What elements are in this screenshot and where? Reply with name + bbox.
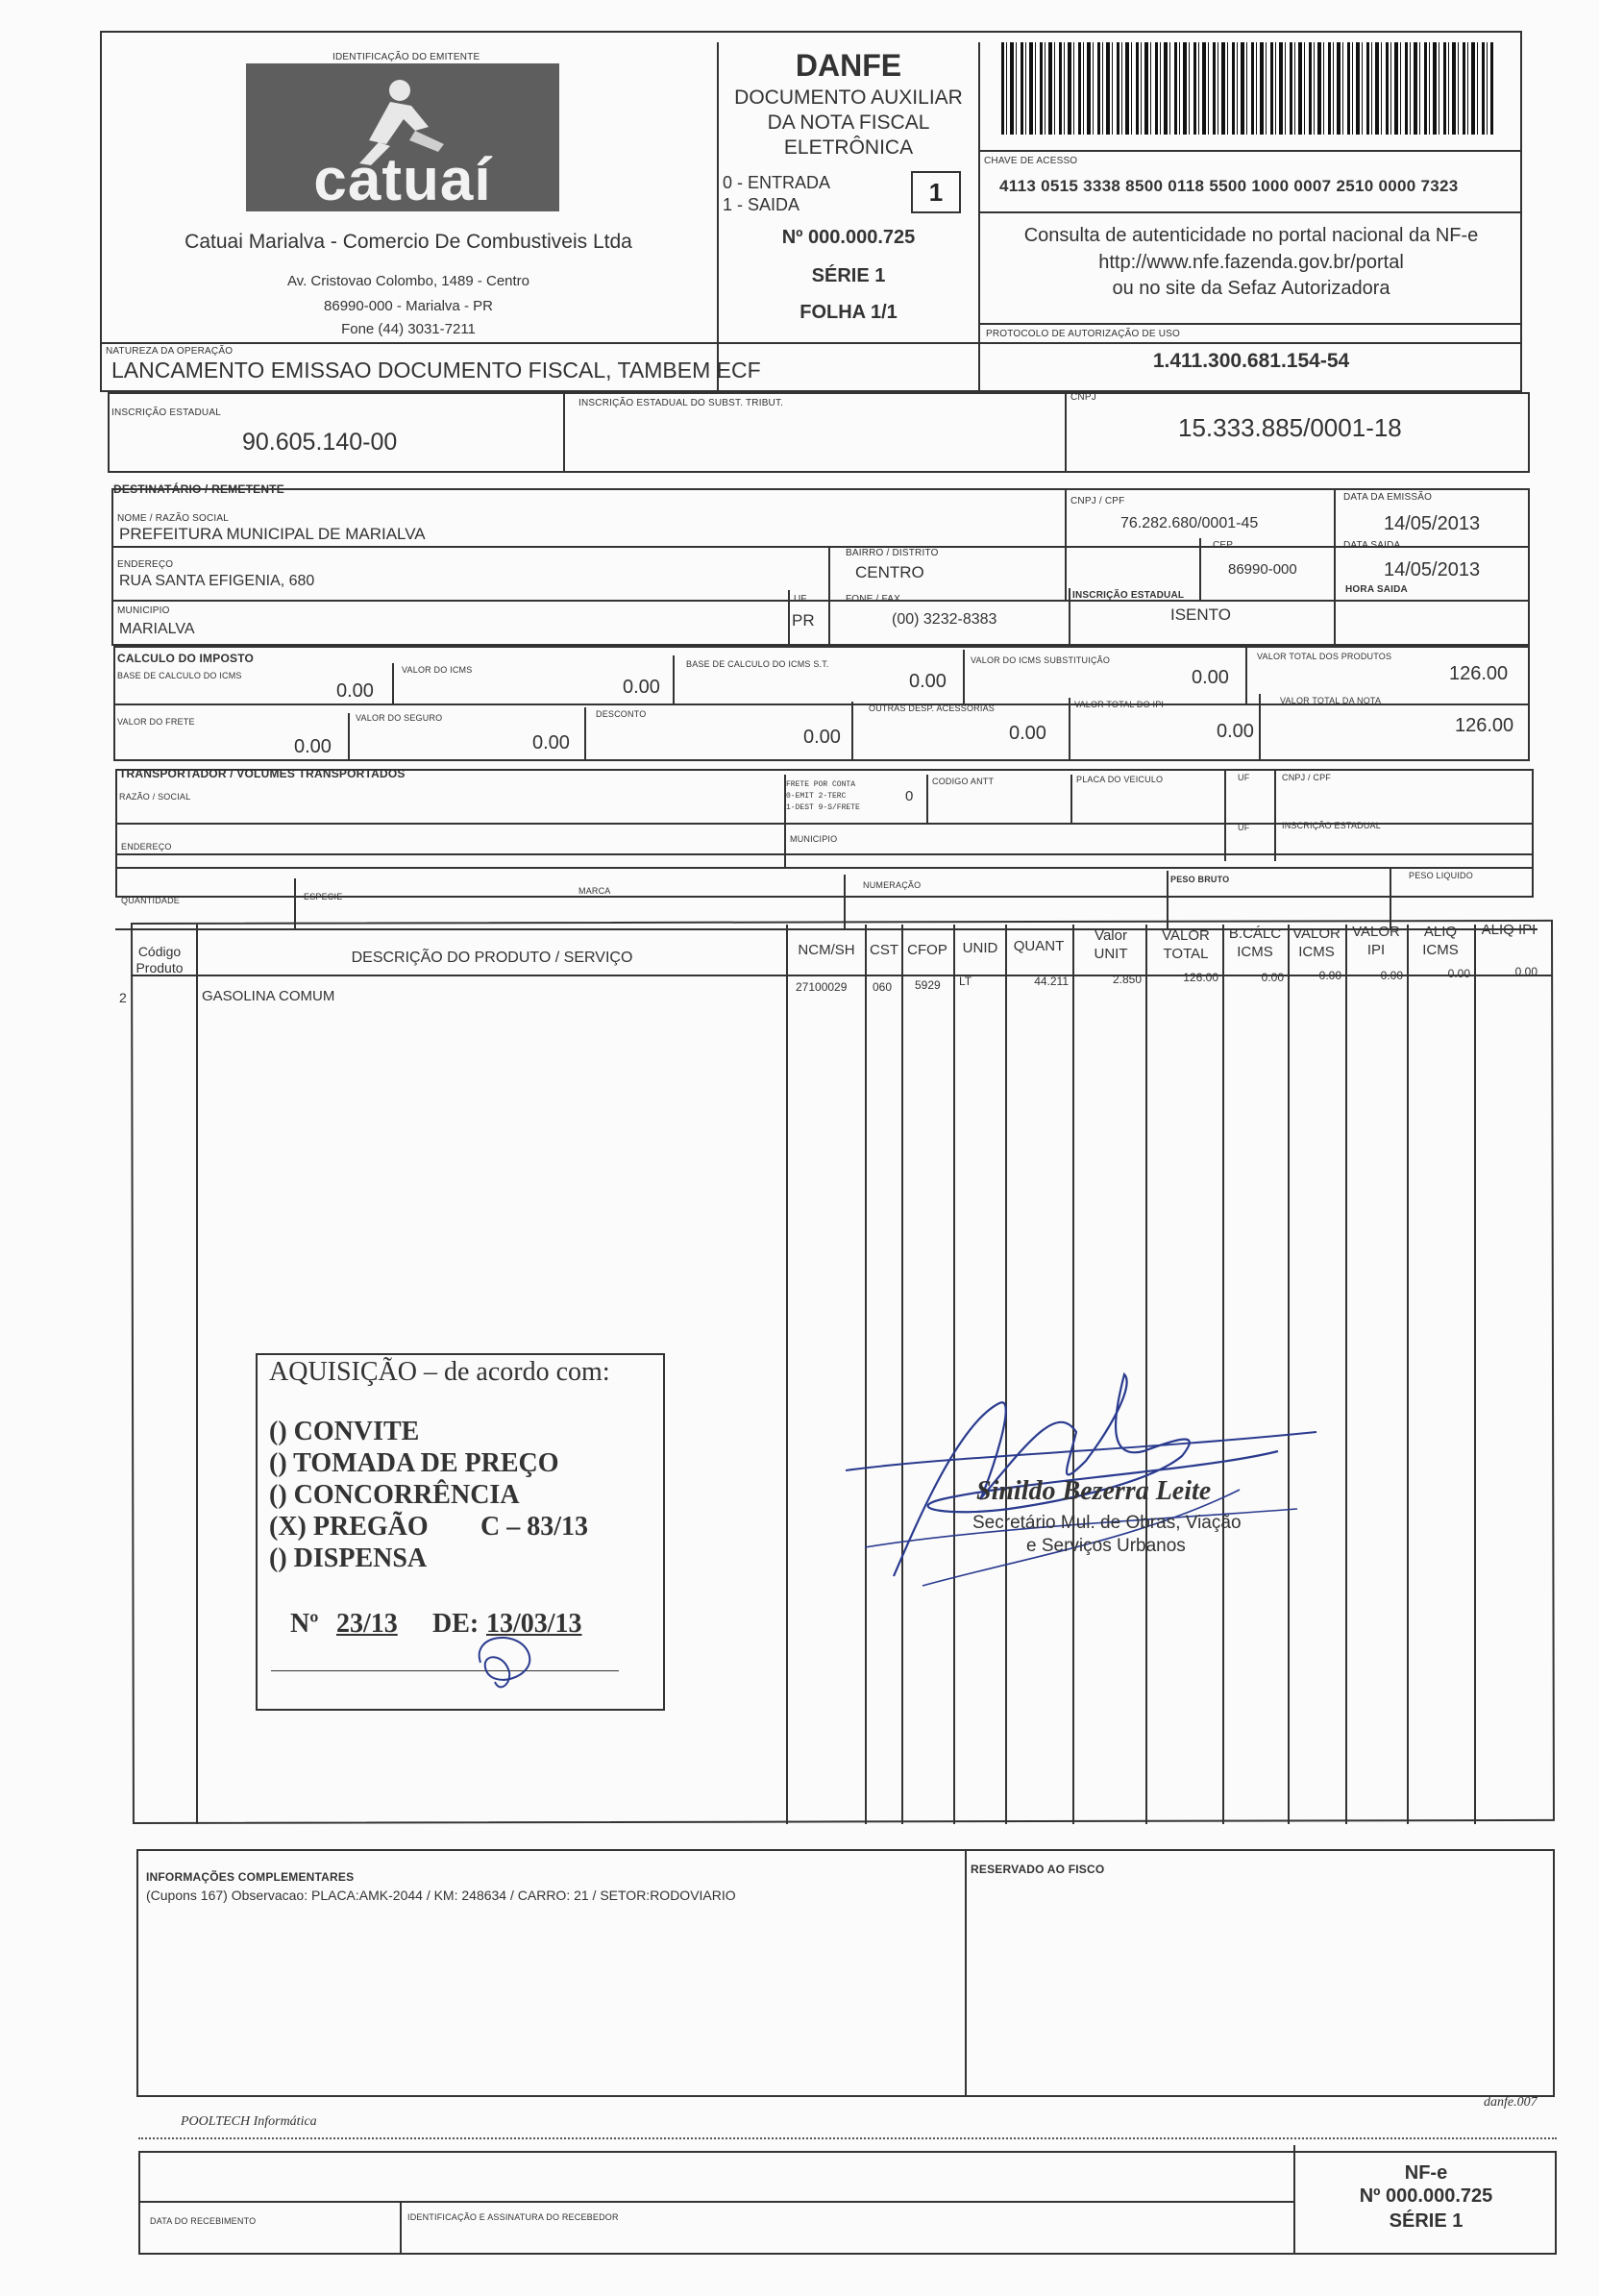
ipi-value: 0.00 <box>1217 721 1254 742</box>
stamp-numero-label: Nº <box>290 1609 319 1639</box>
row-cst: 060 <box>873 980 893 994</box>
trans-ie-label: INSCRIÇÃO ESTADUAL <box>1282 821 1381 830</box>
danfe-title: DANFE <box>795 48 902 83</box>
base-st-label: BASE DE CALCULO DO ICMS S.T. <box>686 659 829 669</box>
software-credit: POOLTECH Informática <box>181 2114 317 2129</box>
imposto-section: CALCULO DO IMPOSTO <box>117 652 255 665</box>
hora-label: HORA SAIDA <box>1345 584 1408 595</box>
dest-cnpj-value: 76.282.680/0001-45 <box>1120 515 1259 531</box>
ipi-label: VALOR TOTAL DO IPI <box>1074 700 1165 709</box>
fone-label: FONE / FAX <box>846 594 901 605</box>
placa-label: PLACA DO VEICULO <box>1076 775 1164 784</box>
header-codigo: Código Produto <box>135 944 184 975</box>
seguro-value: 0.00 <box>532 732 570 753</box>
frete-value: 0.00 <box>294 736 332 757</box>
icms-subst-label: VALOR DO ICMS SUBSTITUIÇÃO <box>971 655 1111 665</box>
emitente-label: IDENTIFICAÇÃO DO EMITENTE <box>332 52 480 62</box>
total-produtos-label: VALOR TOTAL DOS PRODUTOS <box>1257 652 1392 661</box>
razao-label: RAZÃO / SOCIAL <box>119 792 191 802</box>
frete-label: VALOR DO FRETE <box>117 717 195 727</box>
natureza-value: LANCAMENTO EMISSAO DOCUMENTO FISCAL, TAMBEM ECF <box>111 358 761 383</box>
desconto-label: DESCONTO <box>596 709 647 719</box>
dest-ie-value: ISENTO <box>1170 605 1231 624</box>
bairro-label: BAIRRO / DISTRITO <box>846 548 939 558</box>
logo-text: catuaí <box>313 147 492 213</box>
uf-value: PR <box>792 611 815 630</box>
transportador-section: TRANSPORTADOR / VOLUMES TRANSPORTADOS <box>119 767 406 780</box>
cep-label: CEP <box>1213 540 1234 551</box>
total-produtos-value: 126.00 <box>1449 663 1509 684</box>
row-descricao: GASOLINA COMUM <box>202 988 335 1004</box>
desconto-value: 0.00 <box>803 727 841 748</box>
consulta-line-2: http://www.nfe.fazenda.gov.br/portal <box>1098 252 1404 273</box>
row-quant: 44.211 <box>1034 975 1069 988</box>
especie-label: ESPECIE <box>304 892 343 901</box>
seguro-label: VALOR DO SEGURO <box>356 713 443 723</box>
header-valor-total: VALOR TOTAL <box>1162 927 1210 962</box>
row-codigo: 2 <box>119 990 127 1005</box>
identificacao-label: IDENTIFICAÇÃO E ASSINATURA DO RECEBEDOR <box>407 2212 619 2222</box>
danfe-tipo: 1 <box>911 171 961 213</box>
header-descricao: DESCRIÇÃO DO PRODUTO / SERVIÇO <box>351 950 633 966</box>
frete-option-2: 1-DEST 9-S/FRETE <box>786 803 860 812</box>
emissao-label: DATA DA EMISSÃO <box>1343 492 1433 503</box>
nome-value: PREFEITURA MUNICIPAL DE MARIALVA <box>119 525 426 543</box>
header-valor-ipi: VALOR IPI <box>1352 924 1400 958</box>
trans-uf2-label: UF <box>1238 823 1250 832</box>
danfe-folha: FOLHA 1/1 <box>800 302 898 323</box>
header-quant: QUANT <box>1013 938 1065 954</box>
danfe-subtitle-3: ELETRÔNICA <box>783 136 914 159</box>
total-nota-label: VALOR TOTAL DA NOTA <box>1280 696 1382 705</box>
natureza-label: NATUREZA DA OPERAÇÃO <box>106 346 234 357</box>
protocolo-label: PROTOCOLO DE AUTORIZAÇÃO DE USO <box>986 329 1180 339</box>
row-bc-icms: 0.00 <box>1261 971 1284 984</box>
row-valor-ipi: 0.00 <box>1380 969 1403 982</box>
base-icms-value: 0.00 <box>336 680 374 702</box>
municipio-value: MARIALVA <box>119 621 195 637</box>
stamp-numero: 23/13 <box>336 1609 398 1639</box>
quantidade-label: QUANTIDADE <box>121 896 181 905</box>
valor-icms-label: VALOR DO ICMS <box>402 665 473 675</box>
peso-bruto-label: PESO BRUTO <box>1170 875 1230 884</box>
endereco-label: ENDEREÇO <box>117 559 174 570</box>
row-aliq-icms: 0.00 <box>1447 967 1470 980</box>
stamp-title: AQUISIÇÃO – de acordo com: <box>269 1357 610 1387</box>
consulta-line-3: ou no site da Sefaz Autorizadora <box>1112 278 1390 299</box>
dest-cnpj-label: CNPJ / CPF <box>1070 496 1125 506</box>
danfe-serie: SÉRIE 1 <box>811 265 886 286</box>
canhoto-nfe: NF-e <box>1404 2162 1448 2184</box>
bairro-value: CENTRO <box>855 563 924 581</box>
destinatario-frame <box>111 488 1530 646</box>
row-unid: LT <box>959 975 972 988</box>
danfe-subtitle-2: DA NOTA FISCAL <box>767 111 930 134</box>
catuai-logo <box>246 63 559 211</box>
uf-label: UF <box>794 594 807 605</box>
row-ncm: 27100029 <box>796 980 848 994</box>
destinatario-section: DESTINATÁRIO / REMETENTE <box>113 482 284 496</box>
ie-label: INSCRIÇÃO ESTADUAL <box>111 407 221 418</box>
frete-conta-value: 0 <box>905 788 914 804</box>
canhoto-serie: SÉRIE 1 <box>1389 2210 1464 2232</box>
total-nota-value: 126.00 <box>1455 715 1514 736</box>
trans-municipio-label: MUNICIPIO <box>790 834 838 844</box>
header-aliq-icms: ALIQ ICMS <box>1422 924 1459 958</box>
saida-value: 14/05/2013 <box>1384 559 1481 580</box>
municipio-label: MUNICIPIO <box>117 605 170 616</box>
stamp-concorrencia: () CONCORRÊNCIA <box>269 1480 520 1510</box>
row-valor-unit: 2.850 <box>1112 973 1142 986</box>
stamp-convite: () CONVITE <box>269 1417 420 1446</box>
base-icms-label: BASE DE CALCULO DO ICMS <box>117 671 242 680</box>
endereco-value: RUA SANTA EFIGENIA, 680 <box>119 573 315 589</box>
cnpj-value: 15.333.885/0001-18 <box>1178 413 1402 442</box>
outras-value: 0.00 <box>1009 723 1046 744</box>
row-cfop: 5929 <box>915 978 941 992</box>
header-valor-icms: VALOR ICMS <box>1292 926 1341 960</box>
cep-value: 86990-000 <box>1228 561 1297 578</box>
emitente-address: Av. Cristovao Colombo, 1489 - Centro <box>286 273 530 289</box>
trans-endereco-label: ENDEREÇO <box>121 842 172 852</box>
saida-label: DATA SAIDA <box>1343 540 1401 551</box>
danfe-numero: Nº 000.000.725 <box>781 227 916 248</box>
chave-value: 4113 0515 3338 8500 0118 5500 1000 0007 2510 0000 7323 <box>999 177 1459 195</box>
stamp-pregao-num: C – 83/13 <box>480 1512 588 1542</box>
cnpj-label: CNPJ <box>1070 392 1096 403</box>
stamp-dispensa: () DISPENSA <box>269 1543 428 1573</box>
row-valor-total: 126.00 <box>1183 971 1218 984</box>
header-bc-icms: B.CÁLC ICMS <box>1228 926 1282 960</box>
signature-role-2: e Serviços Urbanos <box>1026 1536 1186 1556</box>
header-cfop: CFOP <box>907 942 947 958</box>
stamp-tomada: () TOMADA DE PREÇO <box>269 1448 559 1478</box>
emitente-phone: Fone (44) 3031-7211 <box>341 321 476 337</box>
initials-scribble <box>461 1624 548 1701</box>
marca-label: MARCA <box>578 886 611 896</box>
canhoto-numero: Nº 000.000.725 <box>1359 2185 1493 2207</box>
fone-value: (00) 3232-8383 <box>892 611 997 628</box>
fisco-label: RESERVADO AO FISCO <box>971 1863 1105 1876</box>
header-ncm: NCM/SH <box>798 942 855 958</box>
emitente-city: 86990-000 - Marialva - PR <box>324 298 493 314</box>
complementares-label: INFORMAÇÕES COMPLEMENTARES <box>146 1870 355 1884</box>
header-unid: UNID <box>962 940 998 956</box>
emitente-name: Catuai Marialva - Comercio De Combustiveis Ltda <box>184 231 632 253</box>
protocolo-value: 1.411.300.681.154-54 <box>1152 350 1350 372</box>
ie-value: 90.605.140-00 <box>242 429 398 456</box>
danfe-version: danfe.007 <box>1484 2095 1538 2110</box>
nome-label: NOME / RAZÃO SOCIAL <box>117 513 230 524</box>
ie-subst-label: INSCRIÇÃO ESTADUAL DO SUBST. TRIBUT. <box>578 398 784 408</box>
danfe-saida: 1 - SAIDA <box>723 195 800 214</box>
trans-uf-label: UF <box>1238 773 1250 782</box>
stamp-data: 13/03/13 <box>486 1609 582 1639</box>
consulta-line-1: Consulta de autenticidade no portal nacional da NF-e <box>1023 225 1479 246</box>
header-valor-unit: Valor UNIT <box>1094 927 1128 962</box>
complementares-frame <box>136 1849 1555 2097</box>
row-aliq-ipi: 0.00 <box>1514 965 1538 978</box>
chave-label: CHAVE DE ACESSO <box>984 156 1078 166</box>
stamp-pregao: (X) PREGÃO <box>269 1512 429 1542</box>
header-aliq-ipi: ALIQ IPI <box>1481 922 1537 938</box>
row-valor-icms: 0.00 <box>1318 969 1341 982</box>
emissao-value: 14/05/2013 <box>1384 513 1481 534</box>
peso-liquido-label: PESO LIQUIDO <box>1409 871 1473 880</box>
danfe-subtitle-1: DOCUMENTO AUXILIAR <box>734 86 963 109</box>
complementares-value: (Cupons 167) Observacao: PLACA:AMK-2044 / KM: 248634 / CARRO: 21 / SETOR:RODOVIARIO <box>146 1888 736 1903</box>
base-st-value: 0.00 <box>909 671 947 692</box>
signature-role-1: Secretário Mul. de Obras, Viação <box>972 1513 1242 1533</box>
numeracao-label: NUMERAÇÃO <box>863 880 922 890</box>
signature-name: Sinildo Bezerra Leite <box>976 1476 1212 1506</box>
header-cst: CST <box>870 942 898 958</box>
outras-label: OUTRAS DESP. ACESSORIAS <box>869 704 995 713</box>
frete-option-1: 0-EMIT 2-TERC <box>786 792 847 801</box>
dest-ie-label: INSCRIÇÃO ESTADUAL <box>1072 590 1185 601</box>
stamp-data-label: DE: <box>432 1609 480 1639</box>
valor-icms-value: 0.00 <box>623 677 660 698</box>
icms-subst-value: 0.00 <box>1192 667 1229 688</box>
trans-cnpj-label: CNPJ / CPF <box>1282 773 1332 782</box>
barcode <box>1001 42 1493 135</box>
antt-label: CODIGO ANTT <box>932 777 995 786</box>
cut-line <box>138 2137 1557 2139</box>
danfe-entrada: 0 - ENTRADA <box>723 173 831 192</box>
data-recebimento-label: DATA DO RECEBIMENTO <box>150 2216 257 2226</box>
frete-por-conta: FRETE POR CONTA <box>786 780 856 789</box>
